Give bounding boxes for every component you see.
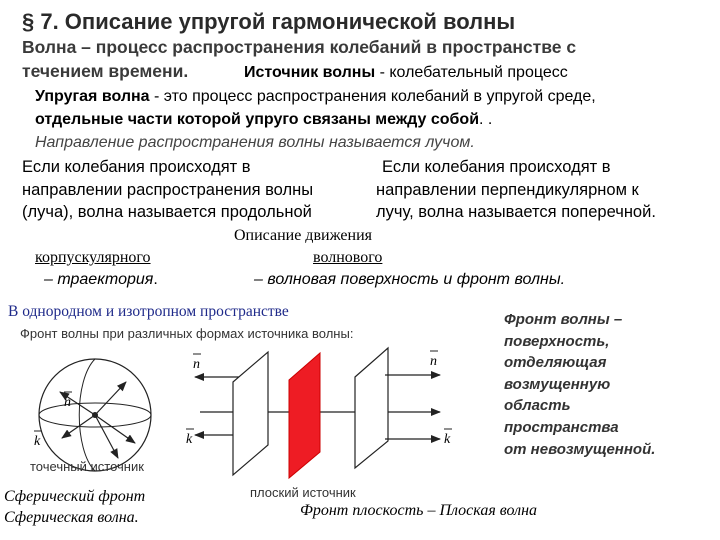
page-title: § 7. Описание упругой гармонической волны — [22, 9, 516, 34]
wave-source-text: - колебательный процесс — [375, 64, 568, 81]
trajectory-term: – траектория — [44, 271, 154, 288]
wave-definition-line1: Волна – процесс распространения колебаний в пространстве с — [22, 37, 577, 57]
point-source-label: точечный источник — [30, 459, 144, 474]
elastic-wave-term: Упругая волна — [35, 88, 150, 105]
front-definition — [504, 309, 655, 460]
motion-heading: Описание движения — [234, 227, 372, 244]
sphere-n-label: n — [64, 395, 71, 410]
ray-definition: Направление распространения волны называется лучом. — [35, 134, 475, 151]
trajectory-end: . — [153, 271, 158, 288]
source-plane — [289, 353, 320, 478]
ray-arrow-4 — [95, 382, 126, 415]
sphere-k-label: k — [34, 434, 41, 449]
front-definition-line: от невозмущенной. — [504, 440, 656, 458]
wave-definition-line2: течением времени. — [22, 61, 189, 81]
front-definition-line: отделяющая — [504, 354, 607, 372]
left-n-label: n — [193, 357, 200, 372]
transverse-line2: направлении перпендикулярном к — [376, 181, 639, 199]
figure-heading: Фронт волны при различных формах источника волны: — [20, 326, 354, 341]
elastic-wave-line1 — [35, 88, 596, 106]
elastic-wave-text2: отдельные части которой упруго связаны между собой — [35, 111, 480, 128]
front-definition-line: возмущенную — [504, 375, 611, 393]
wave-source-definition — [244, 64, 568, 82]
longitudinal-line1: Если колебания происходят в — [22, 158, 251, 176]
elastic-wave-text: - это процесс распространения колебаний в упругой среде, — [149, 88, 596, 105]
front-definition-line: поверхность, — [504, 332, 610, 350]
right-k-label: k — [444, 432, 451, 447]
spherical-front-caption: Сферический фронт — [4, 488, 146, 505]
left-wave-front-plane — [233, 352, 268, 475]
spherical-wave-caption: Сферическая волна. — [4, 509, 139, 526]
left-k-label: k — [186, 432, 193, 447]
trajectory-text — [44, 271, 158, 289]
wave-source-term: Источник волны — [244, 64, 376, 81]
ray-arrow-5 — [95, 415, 118, 458]
transverse-line3: лучу, волна называется поперечной. — [376, 203, 656, 221]
plane-wave-caption: Фронт плоскость – Плоская волна — [300, 502, 538, 519]
spherical-source-diagram — [34, 359, 151, 471]
longitudinal-line3: (луча), волна называется продольной — [22, 203, 312, 221]
corpuscular-label: корпускулярного — [35, 249, 151, 266]
right-n-label: n — [430, 354, 437, 369]
front-definition-line: область — [504, 397, 571, 415]
elastic-wave-end: . . — [479, 111, 493, 128]
space-label: В однородном и изотропном пространстве — [8, 303, 289, 320]
longitudinal-line2: направлении распространения волны — [22, 181, 314, 199]
plane-source-diagram — [186, 348, 452, 478]
front-definition-line: Фронт волны – — [504, 311, 623, 328]
right-wave-front-plane — [355, 348, 388, 468]
wave-surface-text: – волновая поверхность и фронт волны. — [254, 271, 566, 288]
transverse-line1: Если колебания происходят в — [382, 158, 611, 176]
plane-source-label: плоский источник — [250, 485, 356, 500]
front-definition-line: пространства — [504, 418, 619, 436]
ray-arrow-3 — [95, 415, 135, 443]
wave-label: волнового — [313, 249, 383, 266]
elastic-wave-line2 — [35, 111, 492, 129]
